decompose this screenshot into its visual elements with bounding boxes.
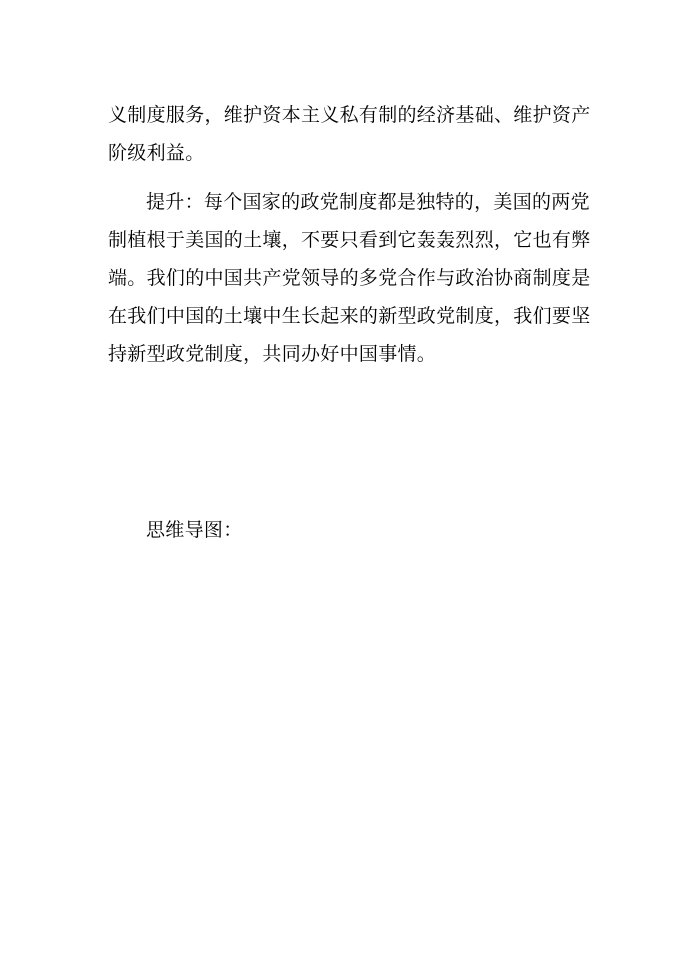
mindmap-section — [108, 511, 582, 549]
intro-paragraph — [108, 96, 591, 172]
intro-line-1: 义制度服务，维护资本主义私有制的经济基础、维护资产 — [108, 104, 591, 126]
upgrade-line-1: 提升：每个国家的政党制度都是独特的，美国的两党 — [146, 191, 590, 213]
intro-line-2: 阶级利益。 — [108, 142, 205, 164]
upgrade-line-4: 在我们中国的土壤中生长起来的新型政党制度，我们要坚 — [108, 305, 591, 327]
upgrade-paragraph — [108, 183, 591, 373]
upgrade-line-3: 端。我们的中国共产党领导的多党合作与政治协商制度是 — [108, 267, 591, 289]
mindmap-heading: 思维导图： — [146, 519, 243, 541]
upgrade-line-5: 持新型政党制度，共同办好中国事情。 — [108, 343, 437, 365]
upgrade-line-2: 制植根于美国的土壤，不要只看到它轰轰烈烈，它也有弊 — [108, 229, 591, 251]
